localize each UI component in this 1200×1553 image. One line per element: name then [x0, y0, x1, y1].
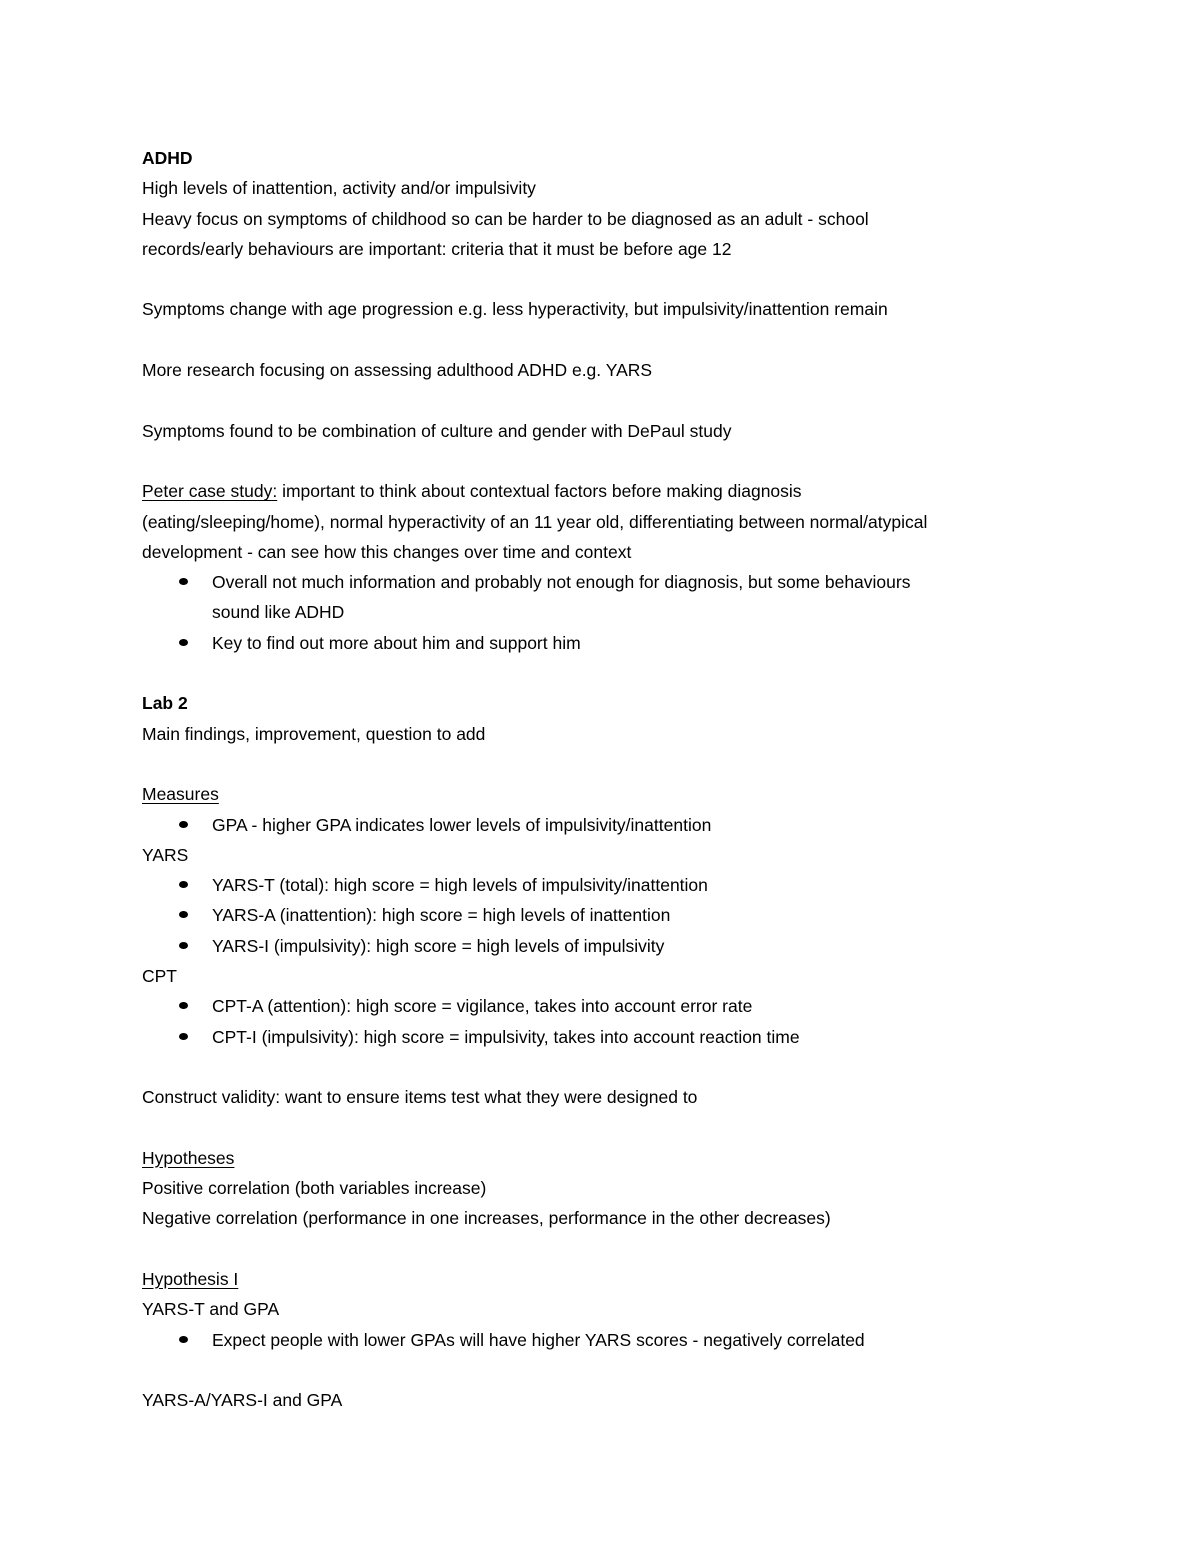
hypotheses-label: Hypotheses [142, 1147, 235, 1168]
peter-bullet-1-line-2: sound like ADHD [212, 602, 345, 623]
peter-bullet-list [142, 567, 1072, 658]
adhd-focus-line-1: Heavy focus on symptoms of childhood so can be harder to be diagnosed as an adult - school [142, 208, 869, 229]
yars-a-bullet: YARS-A (inattention): high score = high levels of inattention [212, 905, 671, 926]
yars-t-bullet: YARS-T (total): high score = high levels of impulsivity/inattention [212, 875, 708, 896]
list-item [212, 991, 1072, 1021]
peter-case-paragraph-line-1 [142, 476, 1072, 506]
peter-case-label: Peter case study: [142, 481, 278, 502]
list-item [212, 900, 1072, 930]
hypothesis-1-bullet-list [142, 1325, 1072, 1355]
list-item [212, 567, 1072, 628]
bullet-icon [179, 821, 188, 828]
bullet-icon [179, 911, 188, 918]
section-heading-lab2: Lab 2 [142, 693, 188, 714]
measures-bullet-list [142, 810, 1072, 840]
cpt-label: CPT [142, 966, 177, 987]
positive-correlation-text: Positive correlation (both variables increase) [142, 1178, 487, 1199]
bullet-icon [179, 578, 188, 585]
spacer [142, 264, 1072, 294]
list-item [212, 931, 1072, 961]
bullet-icon [179, 942, 188, 949]
yars-label: YARS [142, 844, 189, 865]
peter-case-text: important to think about contextual factors before making diagnosis [277, 481, 802, 502]
peter-bullet-2: Key to find out more about him and support him [212, 632, 581, 653]
peter-case-paragraph-line-2: (eating/sleeping/home), normal hyperactivity of an 11 year old, differentiating between normal/atypical [142, 511, 928, 532]
cpt-i-bullet: CPT-I (impulsivity): high score = impulsivity, takes into account reaction time [212, 1026, 800, 1047]
spacer [142, 1052, 1072, 1082]
spacer [142, 385, 1072, 415]
gpa-bullet: GPA - higher GPA indicates lower levels of impulsivity/inattention [212, 814, 712, 835]
bullet-icon [179, 1002, 188, 1009]
lab2-subtitle: Main findings, improvement, question to add [142, 723, 486, 744]
adhd-focus-line-2: records/early behaviours are important: criteria that it must be before age 12 [142, 238, 732, 259]
yars-t-gpa-text: YARS-T and GPA [142, 1299, 280, 1320]
spacer [142, 446, 1072, 476]
spacer [142, 325, 1072, 355]
spacer [142, 658, 1072, 688]
adhd-definition: High levels of inattention, activity and/or impulsivity [142, 178, 536, 199]
hypothesis-1-label: Hypothesis I [142, 1268, 239, 1289]
negative-correlation-text: Negative correlation (performance in one increases, performance in the other decreases) [142, 1208, 831, 1229]
cpt-bullet-list [142, 991, 1072, 1052]
list-item [212, 1022, 1072, 1052]
bullet-icon [179, 639, 188, 646]
spacer [142, 1234, 1072, 1264]
expect-bullet: Expect people with lower GPAs will have higher YARS scores - negatively correlated [212, 1329, 865, 1350]
list-item [212, 628, 1072, 658]
cpt-a-bullet: CPT-A (attention): high score = vigilance, takes into account error rate [212, 996, 753, 1017]
yars-bullet-list [142, 870, 1072, 961]
peter-bullet-1-line-1: Overall not much information and probably not enough for diagnosis, but some behaviours [212, 572, 911, 593]
measures-label: Measures [142, 784, 219, 805]
bullet-icon [179, 1033, 188, 1040]
peter-case-paragraph-line-3: development - can see how this changes over time and context [142, 541, 632, 562]
section-heading-adhd: ADHD [142, 148, 193, 168]
bullet-icon [179, 881, 188, 888]
symptoms-change-text: Symptoms change with age progression e.g. less hyperactivity, but impulsivity/inattention remain [142, 299, 888, 320]
list-item [212, 810, 1072, 840]
bullet-icon [179, 1336, 188, 1343]
more-research-text: More research focusing on assessing adulthood ADHD e.g. YARS [142, 360, 653, 381]
spacer [142, 1113, 1072, 1143]
list-item [212, 870, 1072, 900]
document-body [142, 143, 1072, 1415]
yars-ai-gpa-text: YARS-A/YARS-I and GPA [142, 1390, 343, 1411]
spacer [142, 749, 1072, 779]
culture-gender-text: Symptoms found to be combination of culture and gender with DePaul study [142, 420, 732, 441]
spacer [142, 1355, 1072, 1385]
list-item [212, 1325, 1072, 1355]
construct-validity-text: Construct validity: want to ensure items test what they were designed to [142, 1087, 698, 1108]
yars-i-bullet: YARS-I (impulsivity): high score = high levels of impulsivity [212, 935, 665, 956]
